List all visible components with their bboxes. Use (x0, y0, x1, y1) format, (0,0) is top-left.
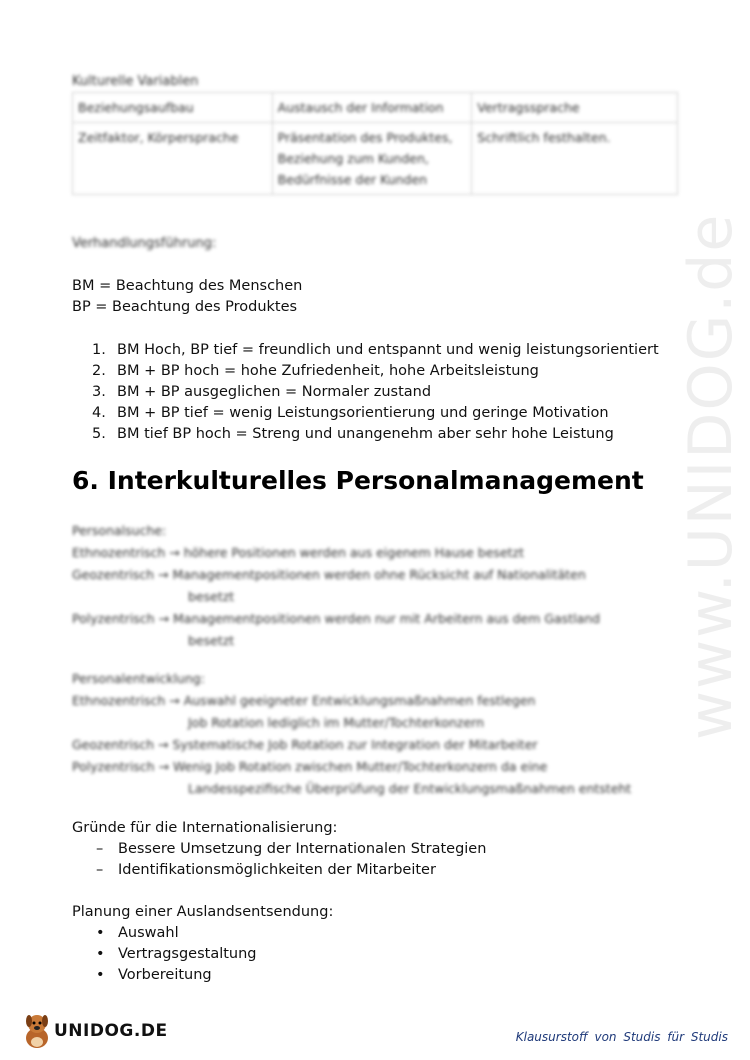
list-text: Vertragsgestaltung (118, 946, 257, 962)
planning-list (96, 923, 257, 986)
staffing-line: Geozentrisch → Managementpositionen werden ohne Rücksicht auf Nationalitäten (72, 567, 586, 582)
table-row (73, 123, 678, 195)
list-text: BM tief BP hoch = Streng und unangenehm aber sehr hohe Leistung (117, 426, 614, 442)
list-text: BM + BP tief = wenig Leistungsorientierung und geringe Motivation (117, 405, 609, 421)
list-item (92, 382, 659, 403)
table-cell: Zeitfaktor, Körpersprache (73, 123, 273, 195)
unidog-logo (22, 1012, 168, 1050)
section-heading: 6. Interkulturelles Personalmanagement (72, 466, 644, 495)
list-item (92, 403, 659, 424)
list-text: BM + BP hoch = hohe Zufriedenheit, hohe Arbeitsleistung (117, 363, 539, 379)
bullet-marker: • (96, 967, 105, 983)
staffing-line: besetzt (188, 589, 235, 604)
definition-bp: BP = Beachtung des Produktes (72, 299, 298, 315)
reasons-list (96, 839, 486, 881)
list-text: Bessere Umsetzung der Internationalen Strategien (118, 841, 487, 857)
table-header-cell: Vertragssprache (472, 93, 678, 123)
list-text: BM + BP ausgeglichen = Normaler zustand (117, 384, 432, 400)
list-item (92, 361, 659, 382)
culture-label: Kulturelle Variablen (72, 74, 199, 89)
table-header-cell: Beziehungsaufbau (73, 93, 273, 123)
list-text: Auswahl (118, 925, 179, 941)
logo-text: UNIDOG.DE (54, 1021, 168, 1041)
staffing-line: Polyzentrisch → Managementpositionen werden nur mit Arbeitern aus dem Gastland (72, 611, 601, 626)
list-text: Vorbereitung (118, 967, 212, 983)
development-line: Geozentrisch → Systematische Job Rotation zur Integration der Mitarbeiter (72, 737, 538, 752)
table-cell: Präsentation des Produktes, Beziehung zum Kunden, Bedürfnisse der Kunden (272, 123, 472, 195)
negotiation-list (92, 340, 659, 445)
staffing-line: Ethnozentrisch → höhere Positionen werden aus eigenem Hause besetzt (72, 545, 524, 560)
list-number: 4. (92, 405, 106, 421)
list-number: 5. (92, 426, 106, 442)
list-item (92, 340, 659, 361)
table-header-row (73, 93, 678, 123)
dash-marker: – (96, 841, 104, 857)
development-block (72, 668, 682, 800)
staffing-block (72, 520, 682, 652)
list-number: 2. (92, 363, 106, 379)
development-line: Job Rotation lediglich im Mutter/Tochterkonzern (188, 715, 485, 730)
dash-marker: – (96, 862, 104, 878)
list-item (96, 839, 486, 860)
bullet-marker: • (96, 946, 105, 962)
list-item (96, 965, 257, 986)
development-label: Personalentwicklung: (72, 671, 205, 686)
staffing-label: Personalsuche: (72, 523, 167, 538)
list-item (92, 424, 659, 445)
table-header-cell: Austausch der Information (272, 93, 472, 123)
negotiation-label: Verhandlungsführung: (72, 236, 217, 251)
development-line: Polyzentrisch → Wenig Job Rotation zwischen Mutter/Tochterkonzern da eine (72, 759, 548, 774)
dog-icon (22, 1012, 52, 1050)
list-item (96, 923, 257, 944)
table-cell: Schriftlich festhalten. (472, 123, 678, 195)
watermark: www.UNIDOG.de (676, 212, 746, 740)
definition-bm: BM = Beachtung des Menschen (72, 278, 303, 294)
list-item (96, 944, 257, 965)
bullet-marker: • (96, 925, 105, 941)
list-item (96, 860, 486, 881)
planning-title: Planung einer Auslandsentsendung: (72, 904, 334, 920)
list-number: 3. (92, 384, 106, 400)
culture-table (72, 92, 678, 195)
list-number: 1. (92, 342, 106, 358)
footer-note: Klausurstoff von Studis für Studis (515, 1030, 728, 1044)
list-text: Identifikationsmöglichkeiten der Mitarbeiter (118, 862, 436, 878)
staffing-line: besetzt (188, 633, 235, 648)
development-line: Landesspezifische Überprüfung der Entwicklungsmaßnahmen entsteht (188, 781, 632, 796)
development-line: Ethnozentrisch → Auswahl geeigneter Entwicklungsmaßnahmen festlegen (72, 693, 536, 708)
reasons-title: Gründe für die Internationalisierung: (72, 820, 338, 836)
list-text: BM Hoch, BP tief = freundlich und entspannt und wenig leistungsorientiert (117, 342, 659, 358)
